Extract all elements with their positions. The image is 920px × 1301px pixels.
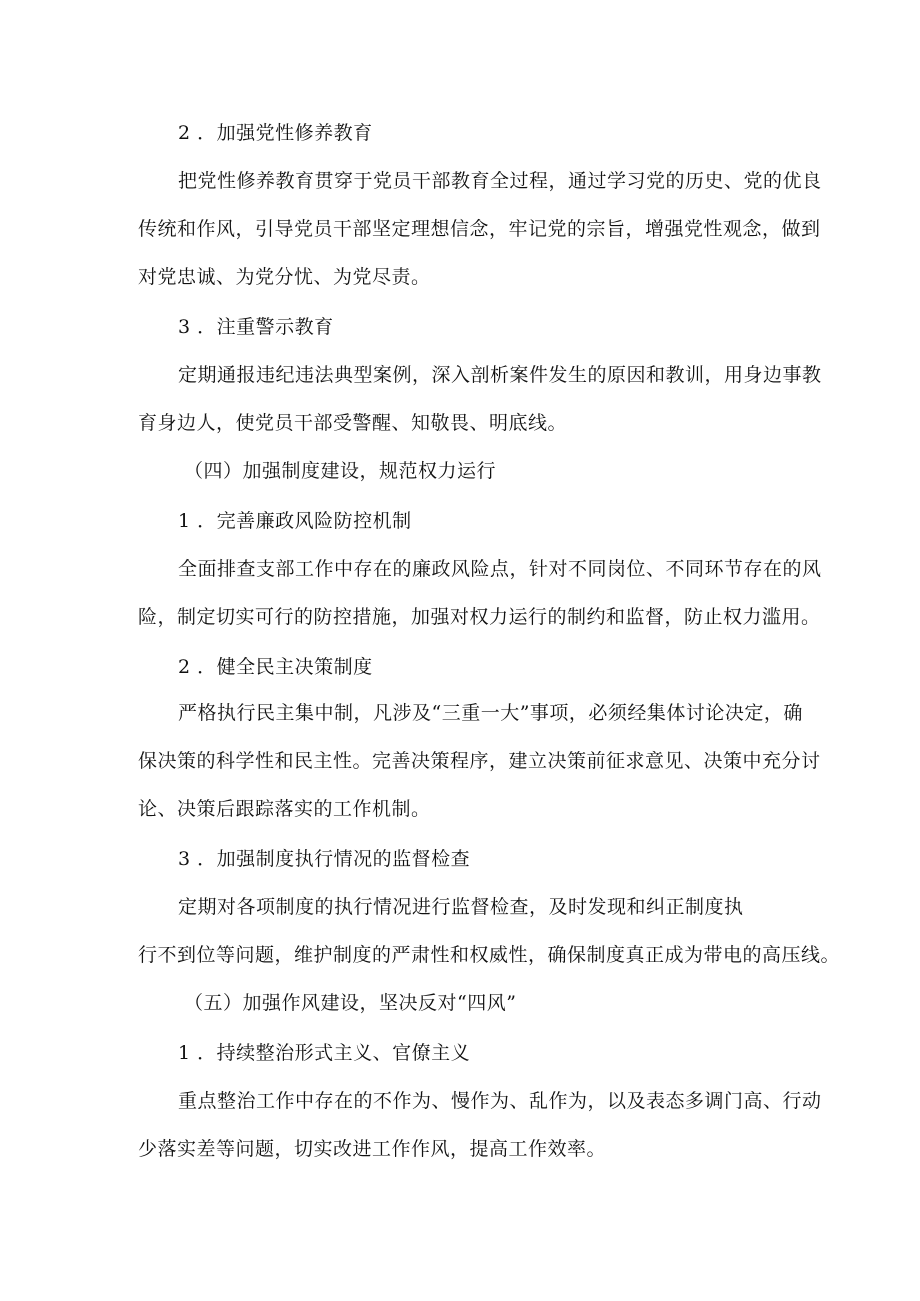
paragraph-line: 对党忠诚、为党分忧、为党尽责。 bbox=[138, 266, 431, 288]
paragraph-line: 重点整治工作中存在的不作为、慢作为、乱作为，以及表态多调门高、行动 bbox=[178, 1090, 822, 1112]
paragraph-line: 论、决策后跟踪落实的工作机制。 bbox=[138, 798, 431, 820]
heading-party-spirit-education: 2 ．加强党性修养教育 bbox=[178, 122, 373, 144]
paragraph-line: 定期对各项制度的执行情况进行监督检查，及时发现和纠正制度执 bbox=[178, 896, 744, 918]
heading-warning-education: 3 ．注重警示教育 bbox=[178, 316, 334, 338]
paragraph-line: 传统和作风，引导党员干部坚定理想信念，牢记党的宗旨，增强党性观念，做到 bbox=[138, 218, 821, 240]
paragraph-line: 育身边人，使党员干部受警醒、知敬畏、明底线。 bbox=[138, 412, 568, 434]
heading-democratic-decision: 2 ．健全民主决策制度 bbox=[178, 656, 373, 678]
paragraph-line: 保决策的科学性和民主性。完善决策程序，建立决策前征求意见、决策中充分讨 bbox=[138, 750, 821, 772]
heading-supervision-inspection: 3 ．加强制度执行情况的监督检查 bbox=[178, 848, 471, 870]
paragraph-line: 少落实差等问题，切实改进工作作风，提高工作效率。 bbox=[138, 1138, 607, 1160]
paragraph-line: 定期通报违纪违法典型案例，深入剖析案件发生的原因和教训，用身边事教 bbox=[178, 364, 822, 386]
paragraph-line: 行不到位等问题，维护制度的严肃性和权威性，确保制度真正成为带电的高压线。 bbox=[138, 944, 841, 966]
paragraph-line: 严格执行民主集中制，凡涉及“三重一大”事项，必须经集体讨论决定，确 bbox=[178, 702, 803, 724]
paragraph-line: 险，制定切实可行的防控措施，加强对权力运行的制约和监督，防止权力滥用。 bbox=[138, 606, 821, 628]
paragraph-line: 把党性修养教育贯穿于党员干部教育全过程，通过学习党的历史、党的优良 bbox=[178, 170, 822, 192]
heading-formalism-bureaucratism: 1 ．持续整治形式主义、官僚主义 bbox=[178, 1042, 471, 1064]
heading-risk-control: 1 ．完善廉政风险防控机制 bbox=[178, 510, 412, 532]
paragraph-line: 全面排查支部工作中存在的廉政风险点，针对不同岗位、不同环节存在的风 bbox=[178, 558, 822, 580]
section-heading-four: （四）加强制度建设，规范权力运行 bbox=[184, 460, 497, 482]
section-heading-five: （五）加强作风建设，坚决反对“四风” bbox=[184, 992, 517, 1014]
